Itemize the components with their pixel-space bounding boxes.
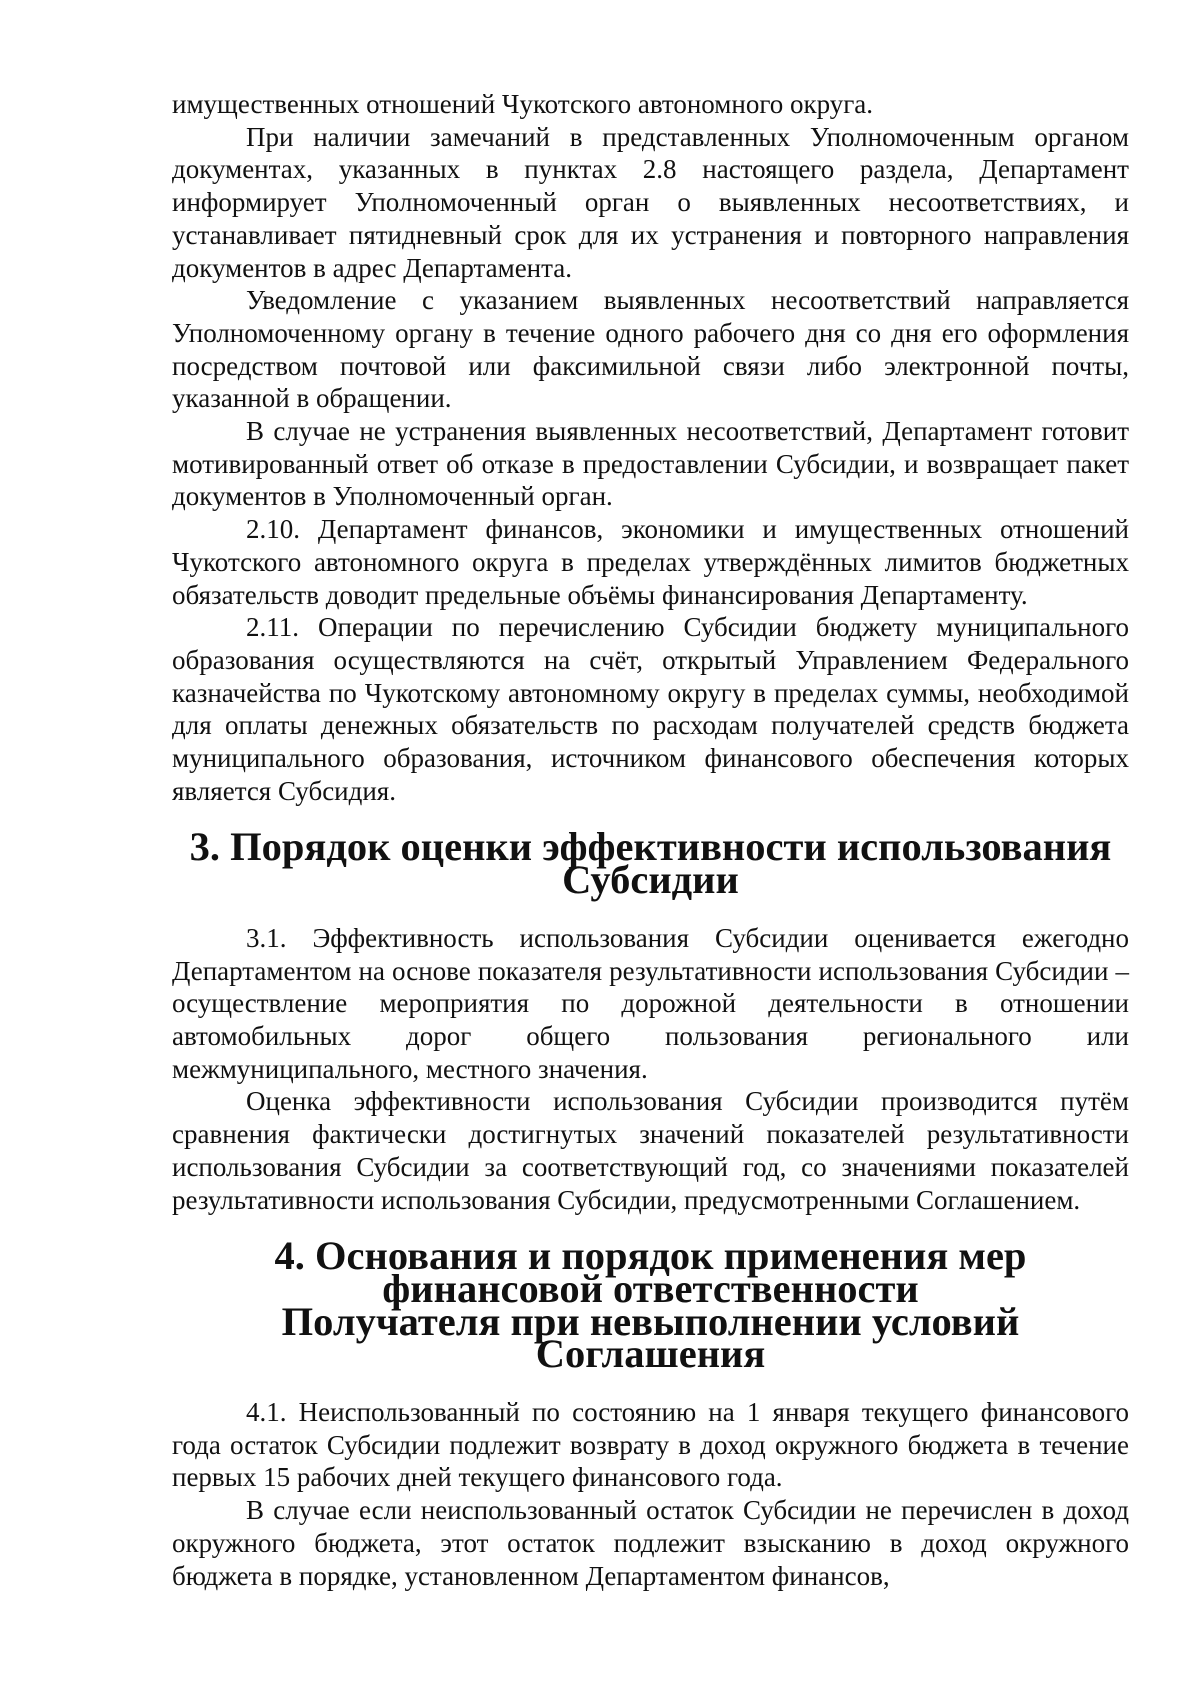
paragraph-evaluation: Оценка эффективности использования Субсидии производится путём сравнения фактически достигнутых значений показателей результативности использования Субсидии за соответствующий год, со значениями показателей результативности использования Субсидии, предусмотренными Соглашением. <box>172 1086 1129 1215</box>
section-4-heading <box>172 1233 1129 1377</box>
paragraph-refusal: В случае не устранения выявленных несоответствий, Департамент готовит мотивированный ответ об отказе в предоставлении Субсидии, и возвращает пакет документов в Уполномоченный орган. <box>172 416 1129 512</box>
paragraph-recovery: В случае если неиспользованный остаток Субсидии не перечислен в доход окружного бюджета, этот остаток подлежит взысканию в доход окружного бюджета в порядке, установленном Департаментом финансов, <box>172 1495 1129 1591</box>
paragraph-2-11: 2.11. Операции по перечислению Субсидии бюджету муниципального образования осуществляются на счёт, открытый Управлением Федерального казначейства по Чукотскому автономному округу в пределах суммы, необходимой для оплаты денежных обязательств по расходам получателей средств бюджета муниципального образования, источником финансового обеспечения которых является Субсидия. <box>172 612 1129 806</box>
paragraph-3-1: 3.1. Эффективность использования Субсидии оценивается ежегодно Департаментом на основе показателя результативности использования Субсидии – осуществление мероприятия по дорожной деятельности в отношении автомобильных дорог общего пользования регионального или межмуниципального, местного значения. <box>172 922 1129 1084</box>
section-3-heading: 3. Порядок оценки эффективности использования Субсидии <box>189 824 1112 903</box>
document-body <box>172 88 1129 1592</box>
paragraph-continuation: имущественных отношений Чукотского автономного округа. <box>172 89 874 119</box>
paragraph-remarks: При наличии замечаний в представленных Уполномоченным органом документах, указанных в пунктах 2.8 настоящего раздела, Департамент информирует Уполномоченный орган о выявленных несоответствиях, и устанавливает пятидневный срок для их устранения и повторного направления документов в адрес Департамента. <box>172 121 1129 283</box>
section-4-heading-line-2: Получателя при невыполнении условий Соглашения <box>281 1298 1020 1377</box>
paragraph-4-1: 4.1. Неиспользованный по состоянию на 1 января текущего финансового года остаток Субсидии подлежит возврату в доход окружного бюджета в течение первых 15 рабочих дней текущего финансового года. <box>172 1397 1129 1493</box>
section-4-heading-line-1: 4. Основания и порядок применения мер финансовой ответственности <box>274 1233 1027 1311</box>
paragraph-2-10: 2.10. Департамент финансов, экономики и имущественных отношений Чукотского автономного округа в пределах утверждённых лимитов бюджетных обязательств доводит предельные объёмы финансирования Департаменту. <box>172 514 1129 610</box>
paragraph-notification: Уведомление с указанием выявленных несоответствий направляется Уполномоченному органу в течение одного рабочего дня со дня его оформления посредством почтовой или факсимильной связи либо электронной почты, указанной в обращении. <box>172 285 1129 414</box>
